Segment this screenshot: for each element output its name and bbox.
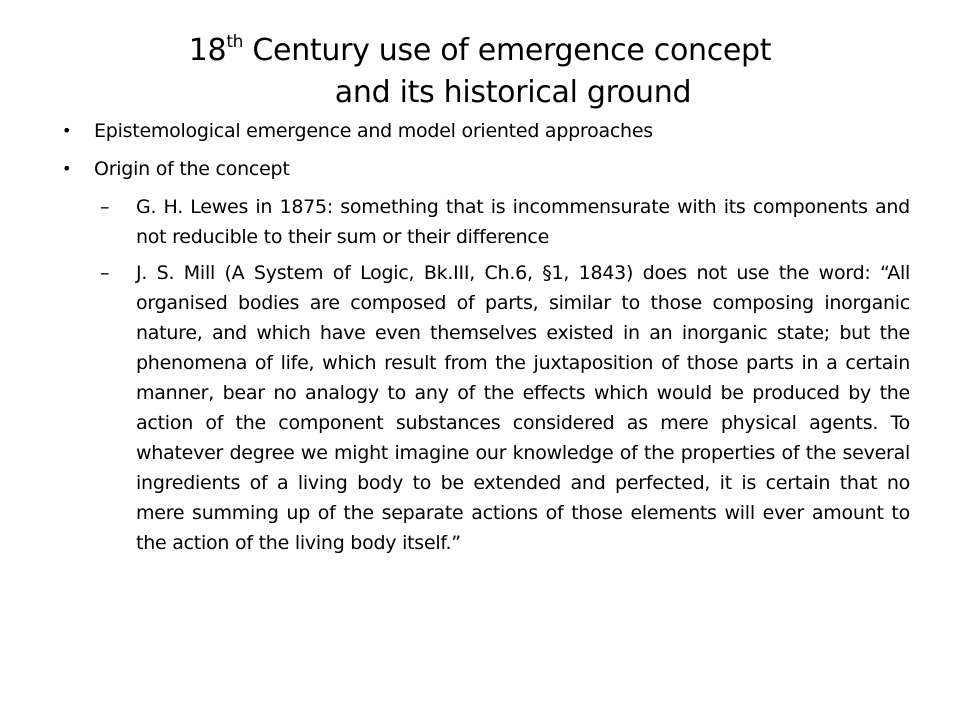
bullet-item [62,116,910,146]
bullet-icon: • [62,159,72,178]
title-number: 18 [188,33,227,68]
sub-bullet-item [100,192,910,252]
dash-icon: – [100,262,110,284]
title-text-line2: and its historical ground [334,75,692,110]
title-superscript: th [226,32,244,52]
sub-bullet-text: J. S. Mill (A System of Logic, Bk.III, Ch.6, §1, 1843) does not use the word: “All organised bodies are composed of parts, similar to those composing inorganic nature, and which have even themselves existed in an inorganic state; but the phenomena of life, which result from the juxtaposition of those parts in a certain manner, bear no analogy to any of the effects which would be produced by the action of the component substances considered as mere physical agents. To whatever degree we might imagine our knowledge of the properties of the several ingredients of a living body to be extended and perfected, it is certain that no mere summing up of the separate actions of those elements will ever amount to the action of the living body itself.” [136,262,910,554]
dash-icon: – [100,196,110,218]
sub-bullet-text: G. H. Lewes in 1875: something that is incommensurate with its components and not reducible to their sum or their difference [136,196,910,248]
title-text-line1: Century use of emergence concept [243,33,772,68]
bullet-icon: • [62,121,72,140]
slide-title [120,30,840,114]
slide-body [62,116,910,564]
sub-bullet-item [100,258,910,558]
bullet-text: Epistemological emergence and model oriented approaches [94,120,653,142]
bullet-text: Origin of the concept [94,158,290,180]
bullet-item [62,154,910,184]
